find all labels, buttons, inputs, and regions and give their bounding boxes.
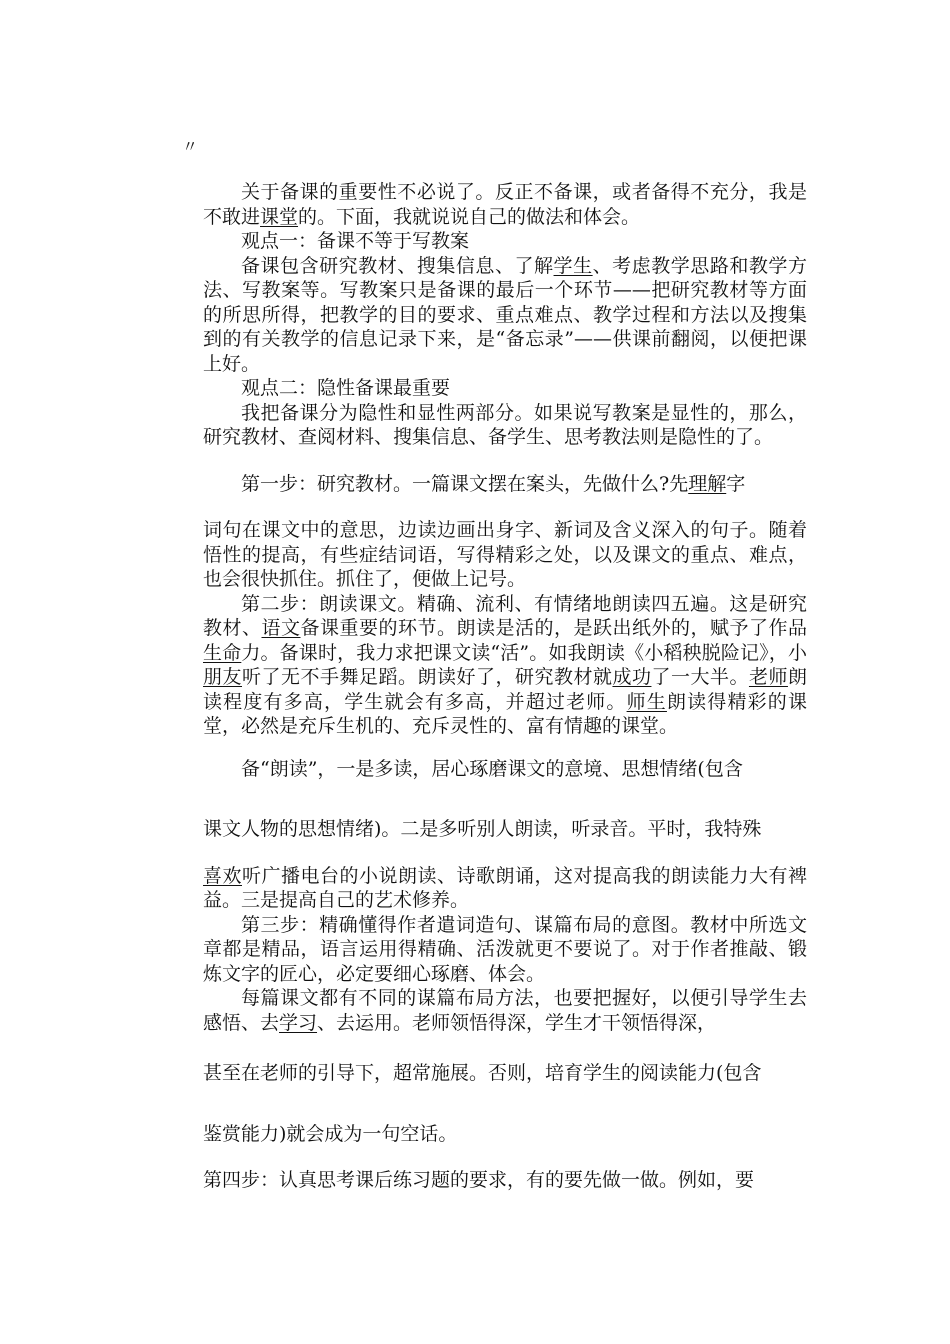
underlined-term: 老师 xyxy=(748,666,788,688)
page-mark: 〃 xyxy=(182,137,199,156)
text-run: 、去运用。老师领悟得深，学生才干领悟得深， xyxy=(317,1011,717,1034)
paragraph-step-one-start xyxy=(203,472,807,497)
text-run: 听广播电台的小说朗读、诗歌朗诵，这对提高我的朗读能力大有裨益。三是提高自己的艺术修养。 xyxy=(203,864,807,911)
underlined-term: 师生 xyxy=(626,690,667,713)
underlined-term: 学生 xyxy=(553,254,593,277)
text-run: 的。下面，我就说说自己的做法和体会。 xyxy=(298,205,641,228)
text-run: 甚至在老师的引导下，超常施展。否则，培育学生的阅读能力(包含 xyxy=(203,1062,762,1084)
underlined-term: 课堂 xyxy=(260,205,299,228)
paragraph-structure-cont xyxy=(203,1061,807,1086)
text-run: 我把备课分为隐性和显性两部分。如果说写教案是显性的，那么，研究教材、查阅材料、搜集信息、备学生、思考教法则是隐性的了。 xyxy=(203,401,807,448)
underlined-term: 学习 xyxy=(279,1011,318,1034)
underlined-term: 生命 xyxy=(203,641,242,664)
text-run: 、考虑教学思路和教学方法、写教案等。写教案只是备课的最后一个环节——把研究教材等方面的所思所得，把教学的目的要求、重点难点、教学过程和方法以及搜集到的有关教学的信息记录下来，是“备忘录”——供课前翻阅，以便把课上好。 xyxy=(203,254,807,375)
underlined-term: 喜欢 xyxy=(203,864,242,887)
heading-viewpoint-one xyxy=(203,229,807,254)
paragraph-structure-start xyxy=(203,986,807,1035)
text-run: 观点二：隐性备课最重要 xyxy=(241,377,451,399)
paragraph-step-three xyxy=(203,913,807,987)
underlined-term: 语文 xyxy=(261,617,301,639)
text-run: 备课包含研究教材、搜集信息、了解 xyxy=(241,254,554,277)
paragraph-step-two xyxy=(203,592,807,739)
paragraph-intro xyxy=(203,180,807,229)
text-run: 第四步：认真思考课后练习题的要求，有的要先做一做。例如，要 xyxy=(203,1169,755,1191)
underlined-term: 朋友 xyxy=(203,666,242,688)
paragraph-step-four xyxy=(203,1168,807,1193)
paragraph-viewpoint-two xyxy=(203,401,807,450)
paragraph-viewpoint-one xyxy=(203,254,807,377)
underlined-term: 理解 xyxy=(688,472,727,495)
heading-viewpoint-two xyxy=(203,376,807,401)
text-run: 备课重要的环节。朗读是活的，是跃出纸外的，赋予了作品 xyxy=(300,617,807,639)
text-run: 词句在课文中的意思，边读边画出身字、新词及含义深入的句子。随着悟性的提高，有些症结词语，写得精彩之处，以及课文的重点、难点，也会很快抓住。抓住了，便做上记号。 xyxy=(203,519,807,590)
text-run: 第一步：研究教材。一篇课文摆在案头，先做什么?先 xyxy=(241,472,689,495)
text-run: 了一大半。 xyxy=(651,666,749,688)
paragraph-step-one-cont xyxy=(203,518,807,592)
paragraph-reading-start xyxy=(203,757,807,782)
text-run: 课文人物的思想情绪)。二是多听别人朗读，听录音。平时，我特殊 xyxy=(203,818,762,840)
text-run: 第三步：精确懂得作者遣词造句、谋篇布局的意图。教材中所选文章都是精品，语言运用得精确、活泼就更不要说了。对于作者推敲、锻炼文字的匠心，必定要细心琢磨、体会。 xyxy=(203,913,807,985)
paragraph-reading-cont xyxy=(203,817,807,842)
document-body xyxy=(203,180,807,1193)
underlined-term: 成功 xyxy=(612,666,652,688)
text-run: 第二步：朗读课文。精确、流利、有情绪地朗读四五遍。这是研究教材、 xyxy=(203,592,807,639)
text-run: 每篇课文都有不同的谋篇布局方法，也要把握好，以便引导学生去感悟、去 xyxy=(203,987,807,1034)
text-run: 朗读程度有多高，学生就会有多高，并超过老师。 xyxy=(203,666,807,713)
text-run: 鉴赏能力)就会成为一句空话。 xyxy=(203,1122,458,1145)
text-run: 字 xyxy=(726,472,746,495)
text-run: 听了无不手舞足蹈。朗读好了，研究教材就 xyxy=(242,666,613,688)
text-run: 朗读得精彩的课堂，必然是充斥生机的、充斥灵性的、富有情趣的课堂。 xyxy=(203,690,807,737)
text-run: 备“朗读”，一是多读，居心琢磨课文的意境、思想情绪(包含 xyxy=(241,757,743,780)
text-run: 关于备课的重要性不必说了。反正不备课，或者备得不充分，我是不敢进 xyxy=(203,181,807,228)
paragraph-structure-end xyxy=(203,1122,807,1147)
text-run: 观点一：备课不等于写教案 xyxy=(241,230,470,252)
text-run: 力。备课时，我力求把课文读“活”。如我朗读《小稻秧脱险记》，小 xyxy=(241,641,807,664)
paragraph-reading-end xyxy=(203,864,807,913)
